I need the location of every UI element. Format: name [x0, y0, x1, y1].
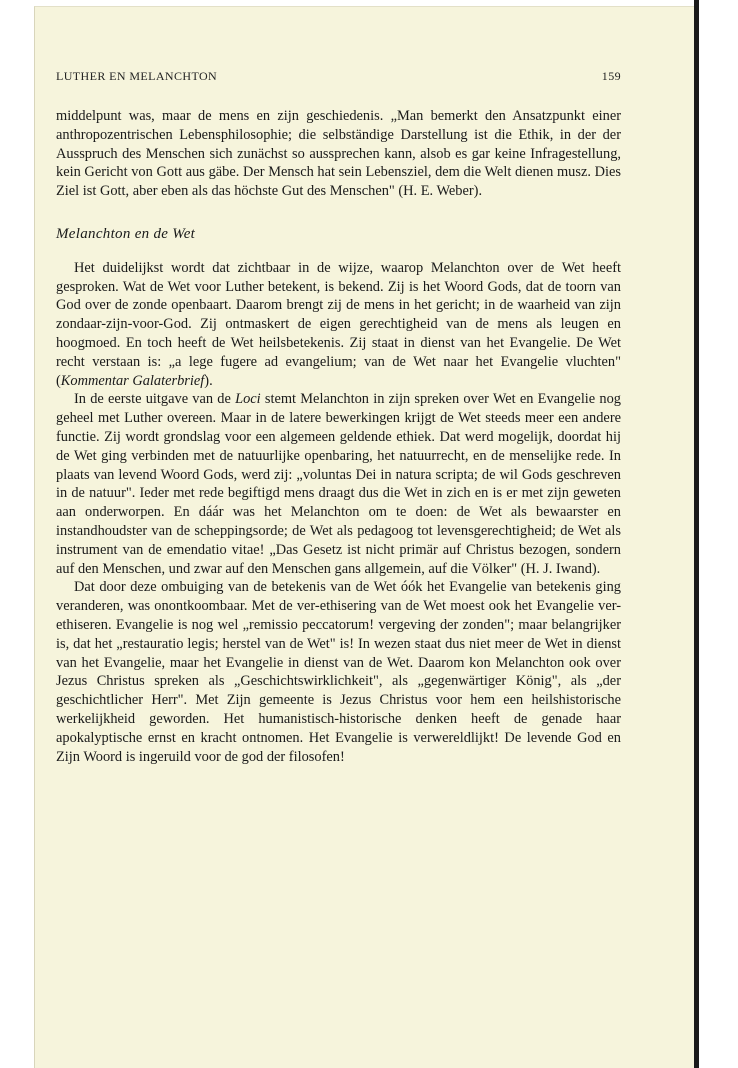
scan-edge — [694, 0, 699, 1068]
paragraph-4: Dat door deze ombuiging van de betekenis van de Wet óók het Evangelie van betekenis ging veranderen, was onontkoombaar. Met de ver-ethisering van de Wet moest ook het Evangelie ver-ethiseren. Evangelie is nog wel „remissio peccatorum! vergeving der zonden"; maar belangrijker is, dat het „restauratio legis; herstel van de Wet" is! In wezen staat dus niet meer de Wet in dienst van het Evangelie, maar het Evangelie in dienst van de Wet. Daarom kon Melanchton ook over Jezus Christus spreken als „Geschichtswirklichkeit", als „gegenwärtiger König", als „der geschichtlicher Herr". Met Zijn gemeente is Jezus Christus voor hem een heilshistorische werkelijkheid geworden. Het humanistisch-historische denken heeft de genade haar apokalyptische ernst en kracht ontnomen. Het Evangelie is verwereldlijkt! De levende God en Zijn Woord is ingeruild voor de god der filosofen! — [56, 579, 621, 765]
page-number: 159 — [601, 69, 621, 83]
paragraph-2-text: Het duidelijkst wordt dat zichtbaar in de wijze, waarop Melanchton over de Wet heeft gesproken. Wat de Wet voor Luther betekent, is bekend. Zij is het Woord Gods, dat de toorn van God over de zonde openbaart. Daarom brengt zij de mens in het gericht; in de waarheid van zijn zondaar-zijn-voor-God. Zij ontmaskert de eigen gerechtigheid van de mens als leugen en hoogmoed. En toch heeft de Wet heilsbetekenis. Zij staat in dienst van het Evangelie. De Wet recht verstaan is: „a lege fugere ad evangelium; van de Wet naar het Evangelie vluchten" ( — [56, 259, 621, 389]
body-text — [56, 107, 621, 766]
reference-kommentar: Kommentar Galaterbrief — [60, 372, 205, 389]
reference-loci: Loci — [235, 391, 261, 408]
section-heading: Melanchton en de Wet — [56, 225, 196, 242]
paragraph-3 — [56, 390, 621, 578]
paragraph-3-start: In de eerste uitgave van de — [74, 391, 236, 408]
paragraph-2 — [56, 259, 621, 391]
paragraph-1: middelpunt was, maar de mens en zijn geschiedenis. „Man bemerkt den Ansatzpunkt einer anthropozentrischen Lebensphilosophie; die selbständige Darstellung ist die Ethik, in der der Ausspruch des Menschen sich zunächst so aussprechen kann, alsob es gar keine Infragestellung, kein Gericht von Gott aus gäbe. Der Mensch hat sein Lebensziel, dem die Welt dienen musz. Dies Ziel ist Gott, aber eben als das höchste Gut des Menschen" (H. E. Weber). — [56, 108, 621, 200]
paragraph-3-text: stemt Melanchton in zijn spreken over Wet en Evangelie nog geheel met Luther overeen. Maar in de latere bewerkingen krijgt de Wet steeds meer een andere functie. Zij wordt grondslag voor een algemeen geldende ethiek. Dat werd mogelijk, doordat hij de Wet ging verbinden met de natuurlijke openbaring, het natuurrecht, en de menselijke rede. In plaats van levend Woord Gods, werd zij: „voluntas Dei in natura scripta; de wil Gods geschreven in de natuur". Ieder met rede begiftigd mens draagt dus die Wet in zich en is er met zijn geweten aan onderworpen. En dáár was het Melanchton om te doen: de Wet als bewaarster en instandhoudster van de scheppingsorde; de Wet als pedagoog tot levensgerechtigheid; de Wet als instrument van de emendatio vitae! „Das Gesetz ist nicht primär auf Christus bezogen, sondern auf den Menschen, und zwar auf den Menschen gans allgemein, auf die Völker" (H. J. Iwand). — [56, 391, 621, 577]
paragraph-2-end: ). — [204, 372, 213, 389]
running-title: LUTHER EN MELANCHTON — [56, 69, 218, 83]
